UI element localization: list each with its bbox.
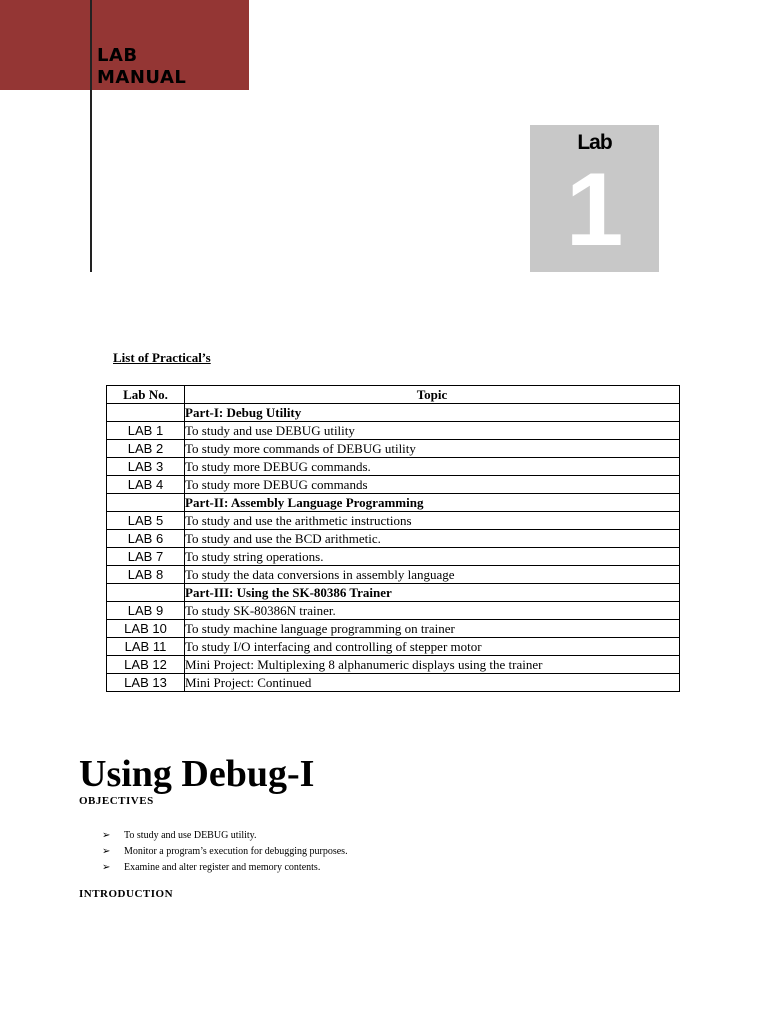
lab-number-cell: LAB 10 — [107, 620, 185, 638]
topic-cell: To study the data conversions in assembly language — [185, 566, 680, 584]
lab-number-cell: LAB 1 — [107, 422, 185, 440]
objective-item — [102, 844, 348, 860]
topic-cell: To study and use DEBUG utility — [185, 422, 680, 440]
table-row — [107, 602, 680, 620]
header-lab-no: Lab No. — [107, 386, 185, 404]
section-title-cell: Part-III: Using the SK-80386 Trainer — [185, 584, 680, 602]
objective-item — [102, 860, 348, 876]
table-row — [107, 656, 680, 674]
table-section-row — [107, 584, 680, 602]
objective-item — [102, 828, 348, 844]
header-topic: Topic — [185, 386, 680, 404]
section-title-cell: Part-II: Assembly Language Programming — [185, 494, 680, 512]
lab-number-cell: LAB 7 — [107, 548, 185, 566]
objective-text: Examine and alter register and memory contents. — [124, 862, 321, 873]
introduction-heading: INTRODUCTION — [79, 888, 174, 900]
lab-number-cell: LAB 9 — [107, 602, 185, 620]
topic-cell: To study more DEBUG commands. — [185, 458, 680, 476]
lab-number-cell: LAB 13 — [107, 674, 185, 692]
objectives-list — [102, 828, 348, 876]
objective-text: To study and use DEBUG utility. — [124, 830, 257, 841]
lab-word: Lab — [577, 131, 612, 154]
table-row — [107, 566, 680, 584]
table-row — [107, 440, 680, 458]
table-section-row — [107, 494, 680, 512]
topic-cell: To study and use the arithmetic instructions — [185, 512, 680, 530]
vertical-divider — [90, 0, 92, 272]
lab-number-cell: LAB 4 — [107, 476, 185, 494]
table-body — [107, 404, 680, 692]
table-row — [107, 638, 680, 656]
lab-number-cell: LAB 2 — [107, 440, 185, 458]
lab-number-box — [530, 125, 659, 272]
lab-number-cell: LAB 5 — [107, 512, 185, 530]
lab-number-cell — [107, 404, 185, 422]
table-row — [107, 548, 680, 566]
banner-title — [97, 45, 186, 89]
table-row — [107, 530, 680, 548]
banner-line-lab: LAB — [97, 45, 138, 66]
objective-text: Monitor a program’s execution for debugging purposes. — [124, 846, 348, 857]
practicals-table — [106, 385, 680, 692]
table-section-row — [107, 404, 680, 422]
table-row — [107, 476, 680, 494]
topic-cell: To study more commands of DEBUG utility — [185, 440, 680, 458]
arrow-bullet-icon: ➢ — [102, 846, 111, 857]
topic-cell: Mini Project: Continued — [185, 674, 680, 692]
lab-number-cell: LAB 12 — [107, 656, 185, 674]
table-row — [107, 458, 680, 476]
page-title: Using Debug-I — [79, 753, 315, 795]
section-title-cell: Part-I: Debug Utility — [185, 404, 680, 422]
lab-number-cell: LAB 3 — [107, 458, 185, 476]
topic-cell: To study I/O interfacing and controlling of stepper motor — [185, 638, 680, 656]
lab-number-cell: LAB 8 — [107, 566, 185, 584]
lab-number-cell: LAB 6 — [107, 530, 185, 548]
topic-cell: To study SK-80386N trainer. — [185, 602, 680, 620]
lab-number: 1 — [565, 152, 624, 268]
banner-line-manual: MANUAL — [97, 67, 187, 88]
table-row — [107, 620, 680, 638]
topic-cell: To study and use the BCD arithmetic. — [185, 530, 680, 548]
topic-cell: To study more DEBUG commands — [185, 476, 680, 494]
lab-number-cell — [107, 494, 185, 512]
table-row — [107, 674, 680, 692]
practicals-heading: List of Practical’s — [113, 350, 211, 365]
topic-cell: Mini Project: Multiplexing 8 alphanumeric displays using the trainer — [185, 656, 680, 674]
topic-cell: To study machine language programming on trainer — [185, 620, 680, 638]
table-row — [107, 422, 680, 440]
lab-number-cell: LAB 11 — [107, 638, 185, 656]
arrow-bullet-icon: ➢ — [102, 862, 111, 873]
table-row — [107, 512, 680, 530]
table-header-row — [107, 386, 680, 404]
lab-number-cell — [107, 584, 185, 602]
arrow-bullet-icon: ➢ — [102, 830, 111, 841]
topic-cell: To study string operations. — [185, 548, 680, 566]
objectives-heading: OBJECTIVES — [79, 795, 154, 807]
